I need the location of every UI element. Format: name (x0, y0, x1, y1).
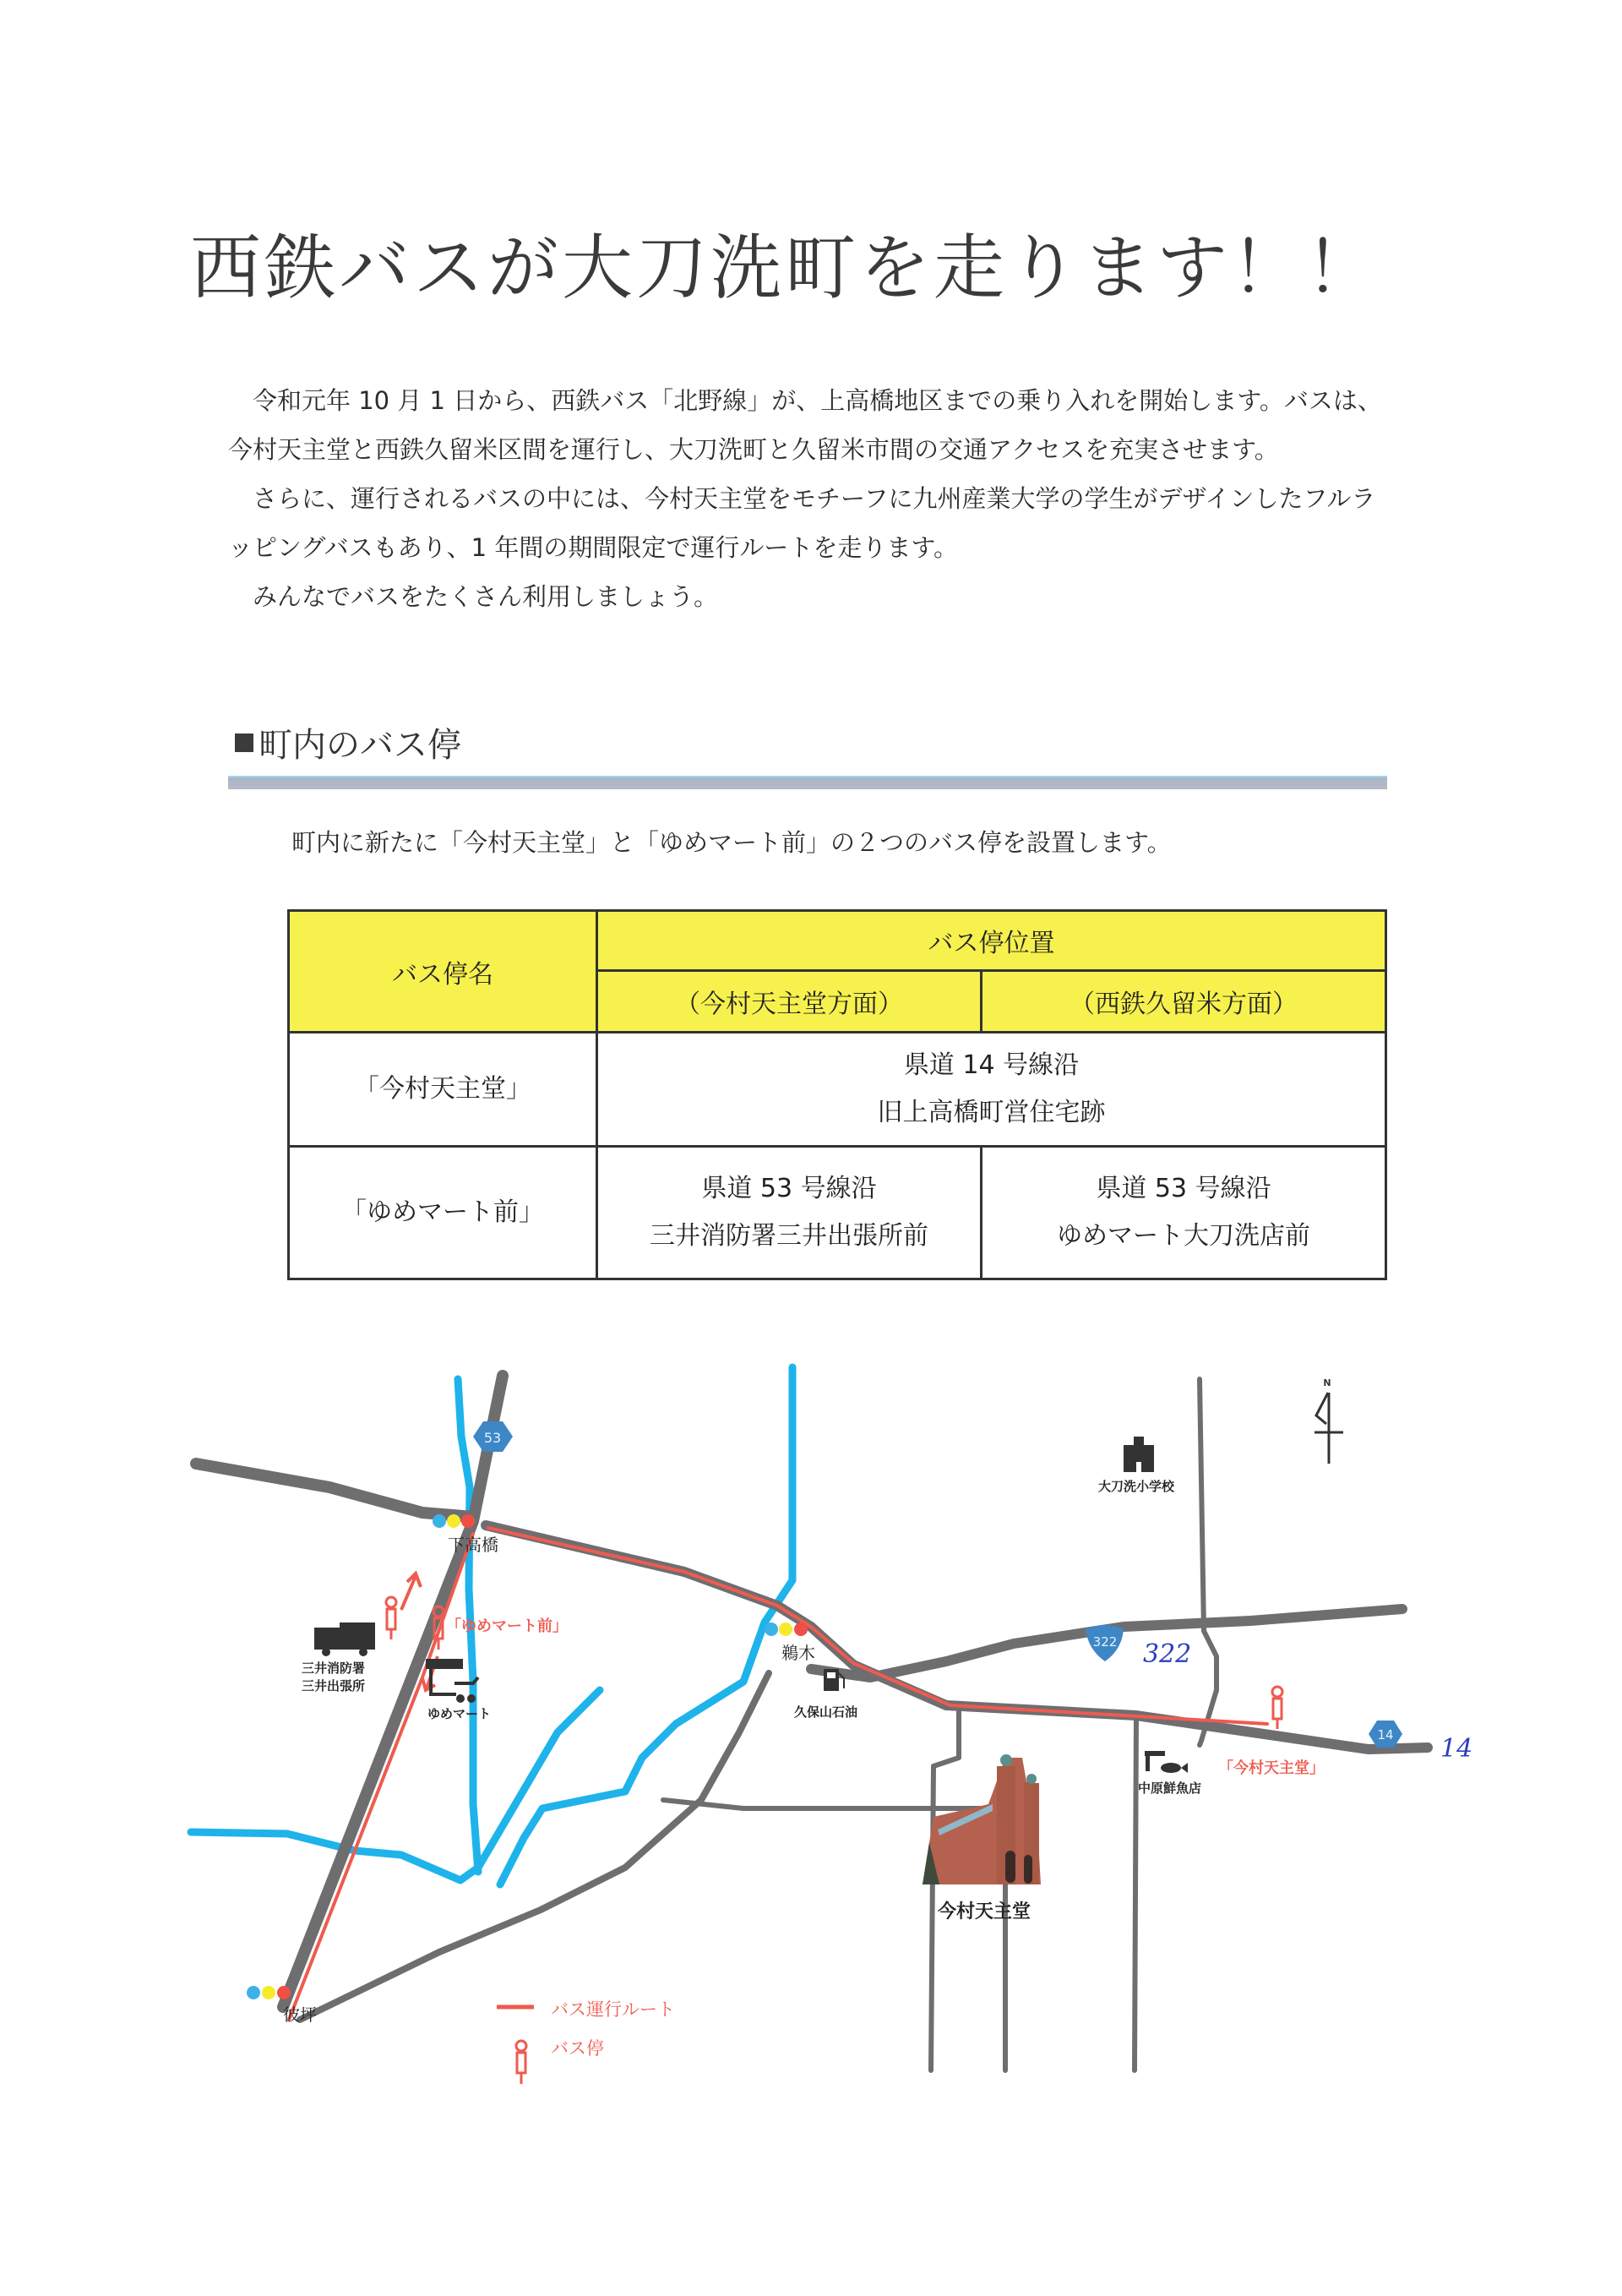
bus-stop-table (287, 909, 1387, 1280)
church-icon (923, 1754, 1041, 1884)
location-line: ゆめマート大刀洗店前 (1057, 1221, 1310, 1251)
bus-stop-label-yumemart: 「ゆめマート前」 (446, 1617, 568, 1635)
stop-name: 「ゆめマート前」 (289, 1147, 597, 1279)
svg-text:53: 53 (483, 1430, 502, 1446)
section-heading (235, 718, 461, 766)
header-stop-location: バス停位置 (597, 911, 1386, 971)
fire-station-label: 三井消防署 三井出張所 (302, 1661, 366, 1693)
handwritten-14: 14 (1440, 1734, 1473, 1764)
paragraph-3: みんなでバスをたくさん利用しましょう。 (253, 582, 719, 611)
gas-station-label: 久保山石油 (794, 1704, 858, 1720)
stop-location-both (597, 1033, 1386, 1147)
fish-shop-icon (1145, 1751, 1188, 1773)
intersection-label-kanotsubo: 彼坪 (283, 2004, 317, 2025)
church-label: 今村天主堂 (938, 1901, 1031, 1922)
legend-route-label: バス運行ルート (551, 1999, 675, 2020)
location-line: 旧上高橋町営住宅跡 (877, 1098, 1106, 1127)
intersection-label-unoki: 鵜木 (781, 1643, 815, 1663)
location-line: 県道 14 号線沿 (903, 1050, 1080, 1080)
handwritten-322: 322 (1143, 1639, 1192, 1669)
subheader-kurume-direction: （西鉄久留米方面） (982, 971, 1386, 1033)
paragraph-1: 令和元年 10 月 1 日から、西鉄バス「北野線」が、上高橋地区までの乗り入れを開始します。バスは、今村天主堂と西鉄久留米区間を運行し、大刀洗町と久留米市間の交通アクセスを充実させます。 (228, 386, 1382, 464)
school-icon (1124, 1437, 1154, 1472)
fire-engine-icon (314, 1622, 375, 1656)
compass-icon (1314, 1393, 1343, 1464)
header-stop-name: バス停名 (289, 911, 597, 1033)
location-line: 県道 53 号線沿 (701, 1174, 877, 1203)
bus-stop-label-imamura: 「今村天主堂」 (1218, 1759, 1325, 1777)
section-heading-text: 町内のバス停 (259, 726, 461, 765)
body-text (228, 376, 1394, 621)
location-line: 県道 53 号線沿 (1096, 1174, 1271, 1203)
school-label: 大刀洗小学校 (1098, 1479, 1175, 1494)
route-map (0, 1352, 1622, 2113)
fish-shop-label: 中原鮮魚店 (1138, 1781, 1202, 1796)
stop-location-kurume (982, 1147, 1386, 1279)
stop-location-imamura (597, 1147, 982, 1279)
map-drawing (0, 1352, 1622, 2113)
legend-stop-label: バス停 (551, 2038, 604, 2059)
page-title: 西鉄バスが大刀洗町を走ります！！ (190, 226, 1380, 309)
section-divider (228, 776, 1387, 789)
paragraph-2: さらに、運行されるバスの中には、今村天主堂をモチーフに九州産業大学の学生がデザインしたフルラッピングバスもあり、1 年間の期間限定で運行ルートを走ります。 (228, 484, 1376, 562)
subheader-imamura-direction: （今村天主堂方面） (597, 971, 982, 1033)
stop-name: 「今村天主堂」 (289, 1033, 597, 1147)
intersection-label-shimotakahashi: 下高橋 (448, 1535, 498, 1555)
svg-text:322: 322 (1092, 1634, 1118, 1650)
table-row (289, 1147, 1386, 1279)
svg-text:N: N (1323, 1377, 1331, 1388)
section-intro: 町内に新たに「今村天主堂」と「ゆめマート前」の２つのバス停を設置します。 (291, 828, 1172, 857)
svg-text:14: 14 (1377, 1727, 1394, 1742)
supermarket-label: ゆめマート (427, 1706, 492, 1721)
location-line: 三井消防署三井出張所前 (650, 1221, 928, 1251)
square-bullet-icon (235, 734, 253, 752)
table-row (289, 1033, 1386, 1147)
